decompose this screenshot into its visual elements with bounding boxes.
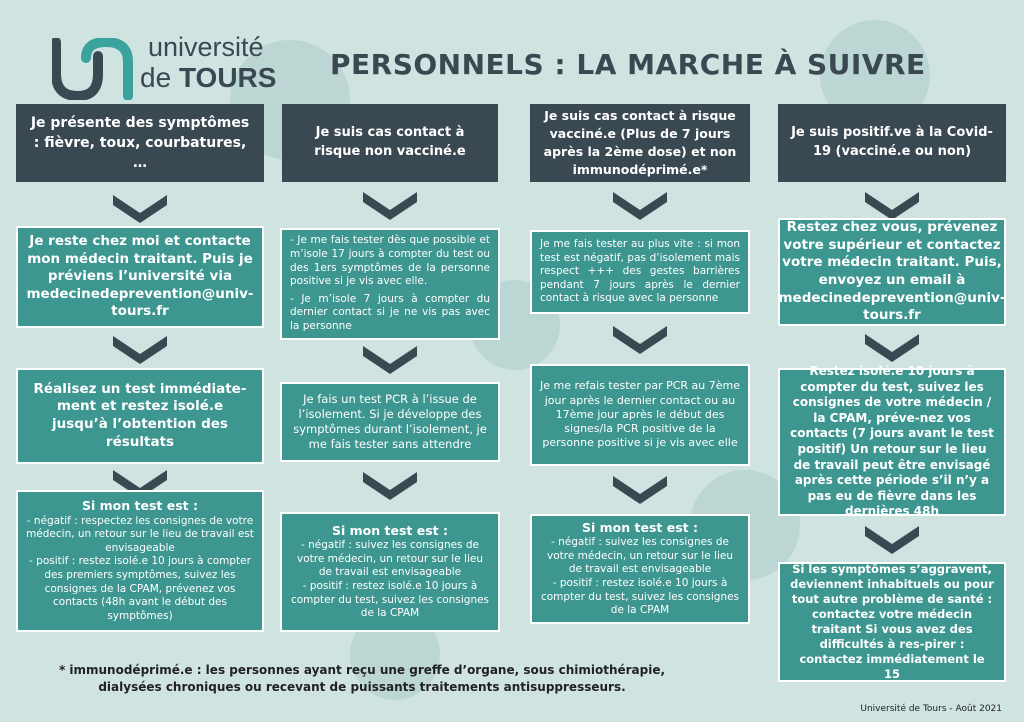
chevron-down-icon bbox=[865, 334, 919, 362]
footnote: * immunodéprimé.e : les personnes ayant reçu une greffe d’organe, sous chimiothérapie, dialysées chroniques ou recevant de puissants traitements antisuppresseurs. bbox=[58, 663, 666, 695]
column-3-step-1: Je me fais tester au plus vite : si mon test est négatif, pas d’isolement mais respect +++ des gestes barrières pendant 7 jours après le dernier contact à risque avec la personne bbox=[530, 230, 750, 314]
chevron-down-icon bbox=[865, 526, 919, 554]
column-1-step-1: Je reste chez moi et contacte mon médecin traitant. Puis je préviens l’université via medecinedeprevention@univ-tours.fr bbox=[16, 226, 264, 328]
column-3-step-2: Je me refais tester par PCR au 7ème jour après le dernier contact ou au 17ème jour après le début des signes/la PCR positive de la personne positive si je vis avec elle bbox=[530, 364, 750, 466]
column-2-step-2: Je fais un test PCR à l’issue de l’isolement. Si je développe des symptômes durant l’isolement, je me fais tester sans attendre bbox=[280, 382, 500, 462]
university-logo bbox=[52, 30, 292, 100]
column-4-step-3: Si les symptômes s’aggravent, deviennent inhabituels ou pour tout autre problème de santé : contactez votre médecin traitant Si vous avez des difficultés à res-pirer : contactez immédiatement le 15 bbox=[778, 562, 1006, 682]
chevron-down-icon bbox=[613, 476, 667, 504]
column-4-step-2: Restez isolé.e 10 jours à compter du test, suivez les consignes de votre médecin / la CPAM, préve-nez vos contacts (7 jours avant le test positif) Un retour sur le lieu de travail peut être envisagé après cette période s’il n’y a pas eu de fièvre dans les dernières 48h bbox=[778, 368, 1006, 516]
column-2-step-3: Si mon test est : - négatif : suivez les consignes de votre médecin, un retour sur le lieu de travail est envisageable - positif : restez isolé.e 10 jours à compter du test, suivez les consignes de la CPAM bbox=[280, 512, 500, 632]
column-2-header: Je suis cas contact à risque non vacciné.e bbox=[282, 104, 498, 182]
chevron-down-icon bbox=[113, 336, 167, 364]
column-1-step-3: Si mon test est : - négatif : respectez les consignes de votre médecin, un retour sur le lieu de travail est envisageable - positif : restez isolé.e 10 jours à compter des premiers symptômes, suivez les consignes de la CPAM, prévenez vos contacts (48h avant le début des symptômes) bbox=[16, 490, 264, 632]
column-2-step-1: - Je me fais tester dès que possible et m’isole 17 jours à compter du test ou des 1ers symptômes de la personne positive si je vis avec elle. - Je m’isole 7 jours à compter du dernier contact si je ne vis pas avec la personne bbox=[280, 228, 500, 340]
logo-line2: de TOURS bbox=[140, 62, 277, 93]
chevron-down-icon bbox=[865, 192, 919, 220]
column-4-step-1: Restez chez vous, prévenez votre supérieur et contactez votre médecin traitant. Puis, envoyez un email à medecinedeprevention@univ-tours.fr bbox=[778, 218, 1006, 326]
chevron-down-icon bbox=[363, 346, 417, 374]
column-4-header: Je suis positif.ve à la Covid-19 (vacciné.e ou non) bbox=[778, 104, 1006, 182]
column-1-step-2: Réalisez un test immédiate-ment et restez isolé.e jusqu’à l’obtention des résultats bbox=[16, 368, 264, 464]
page-title: PERSONNELS : LA MARCHE À SUIVRE bbox=[330, 48, 926, 81]
column-3-step-3: Si mon test est : - négatif : suivez les consignes de votre médecin, un retour sur le lieu de travail est envisageable - positif : restez isolé.e 10 jours à compter du test, suivez les consignes de la CPAM bbox=[530, 514, 750, 624]
chevron-down-icon bbox=[363, 192, 417, 220]
chevron-down-icon bbox=[113, 195, 167, 223]
column-1-header: Je présente des symptômes : fièvre, toux, courbatures, … bbox=[16, 104, 264, 182]
logo-line1: université bbox=[148, 32, 264, 62]
column-3-header: Je suis cas contact à risque vacciné.e (Plus de 7 jours après la 2ème dose) et non immunodéprimé.e* bbox=[530, 104, 750, 182]
chevron-down-icon bbox=[613, 192, 667, 220]
credit-line: Université de Tours - Août 2021 bbox=[860, 704, 1002, 714]
chevron-down-icon bbox=[363, 472, 417, 500]
chevron-down-icon bbox=[613, 326, 667, 354]
logo-mark-icon bbox=[52, 38, 138, 100]
